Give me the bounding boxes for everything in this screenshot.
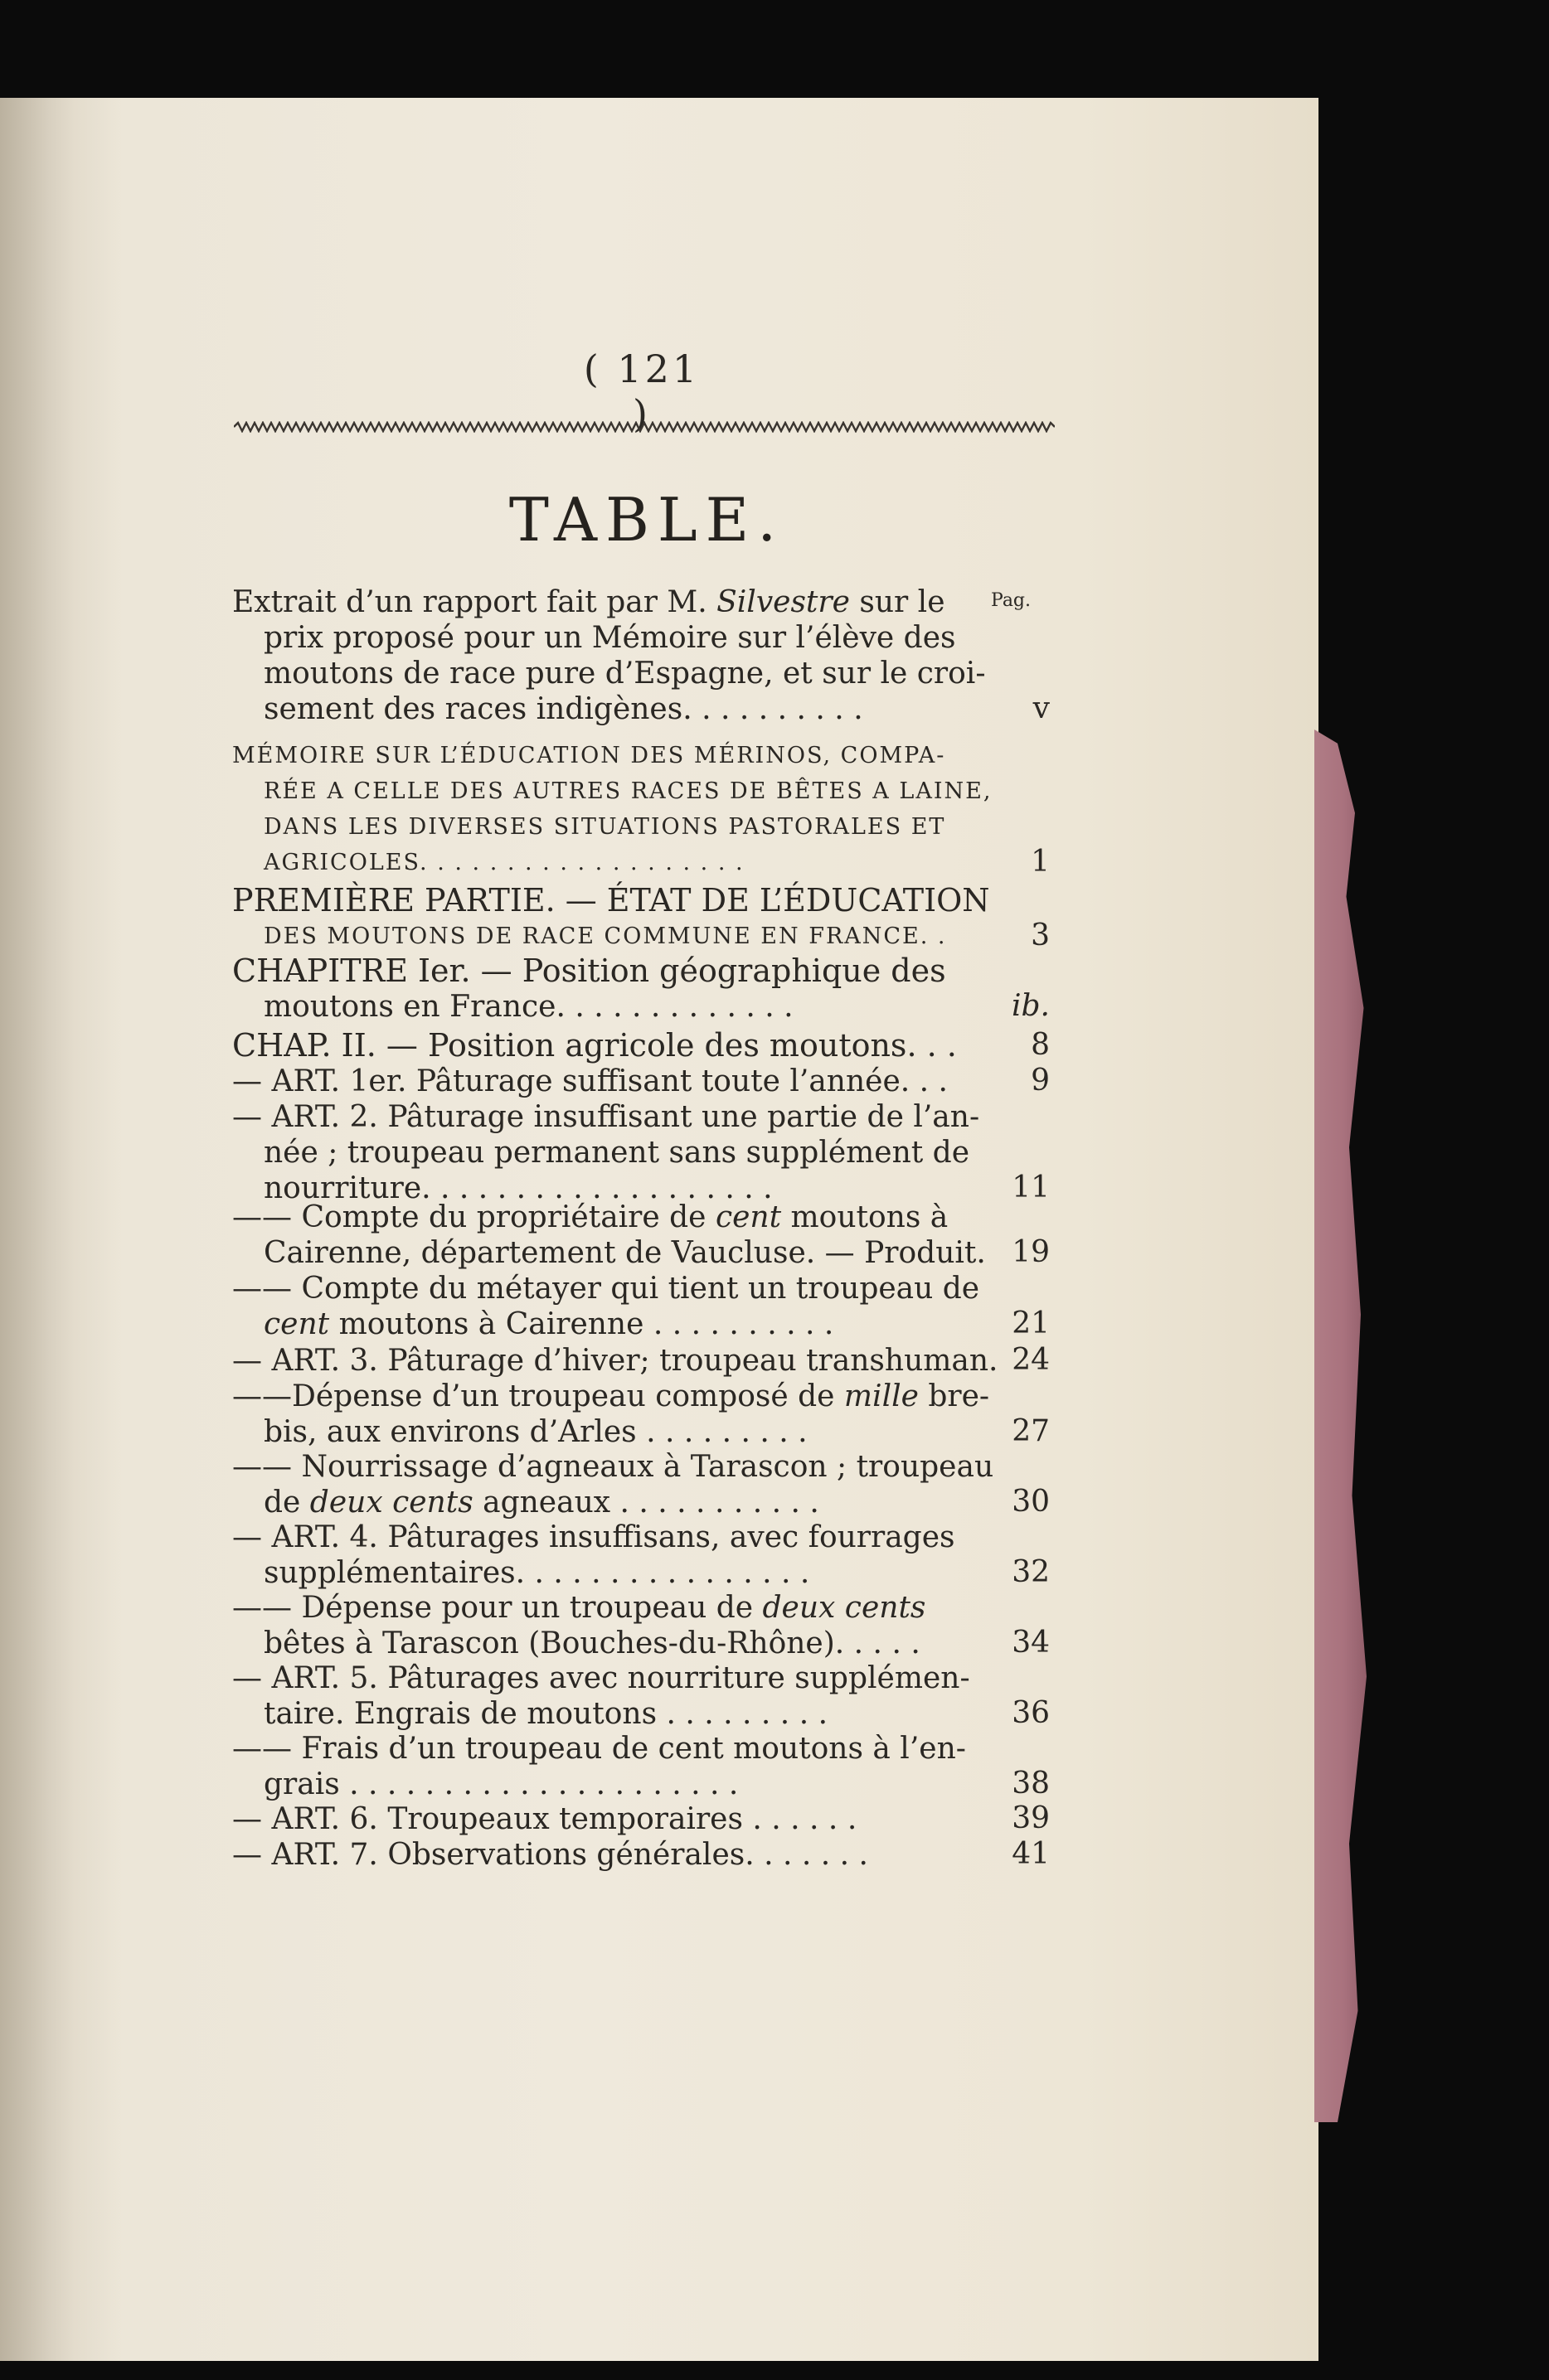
toc-entry <box>232 584 1061 727</box>
toc-text-run: CHAP. II. — Position agricole des moutons. . . <box>232 1027 957 1064</box>
ornamental-rule <box>234 421 1055 433</box>
toc-entry-text <box>232 1520 955 1555</box>
toc-text-run: taire. Engrais de moutons . . . . . . . . . <box>264 1697 828 1731</box>
toc-entry <box>232 1520 1061 1591</box>
toc-entry-line <box>232 1028 1061 1064</box>
toc-page-number: 8 <box>1031 1028 1050 1062</box>
toc-entry-text <box>232 883 990 919</box>
toc-entry-line <box>232 1379 1061 1414</box>
toc-entry-text <box>264 1306 833 1342</box>
toc-entry-text <box>264 809 945 845</box>
toc-entry-text <box>232 1343 998 1379</box>
toc-entry-text <box>264 1135 969 1171</box>
toc-text-run: bre- <box>918 1379 990 1413</box>
toc-text-run: moutons à Cairenne . . . . . . . . . . <box>329 1307 834 1341</box>
toc-entry <box>232 738 1061 880</box>
toc-entry-text <box>264 845 745 880</box>
toc-entry-text <box>232 1590 925 1626</box>
toc-entry-line <box>232 1626 1061 1661</box>
toc-entry-text <box>232 1660 970 1696</box>
toc-italic-run: mille <box>843 1379 919 1413</box>
toc-entry-line <box>232 845 1061 880</box>
toc-text-run: — ART. 6. Troupeaux temporaires . . . . . . <box>232 1802 857 1836</box>
toc-entry-text <box>232 1028 957 1064</box>
toc-entry-line <box>232 1731 1061 1767</box>
toc-page-number: 19 <box>1012 1235 1050 1269</box>
toc-text-run: grais . . . . . . . . . . . . . . . . . . . . . <box>264 1767 739 1801</box>
toc-entry-line <box>232 1343 1061 1379</box>
toc-entry <box>232 1064 1061 1099</box>
toc-entry-text <box>264 1626 920 1661</box>
toc-text-run: DES MOUTONS DE RACE COMMUNE EN FRANCE. . <box>264 923 947 949</box>
toc-entry <box>232 1379 1061 1450</box>
toc-entry-line <box>232 1485 1061 1520</box>
toc-entry <box>232 953 1061 1025</box>
toc-entry-text <box>264 1485 819 1520</box>
toc-entry-text <box>232 953 946 989</box>
toc-page-number: v <box>1032 691 1050 725</box>
toc-entry-line <box>232 1767 1061 1802</box>
toc-entry-text <box>232 1801 857 1837</box>
toc-text-run: agneaux . . . . . . . . . . . <box>473 1486 819 1520</box>
toc-entry-line <box>232 1135 1061 1171</box>
toc-text-run: AGRICOLES. . . . . . . . . . . . . . . . . . . <box>264 850 745 875</box>
toc-text-run: de <box>264 1486 310 1520</box>
toc-entry-line <box>232 1837 1061 1873</box>
toc-entry-line <box>232 1696 1061 1732</box>
toc-entry-line <box>232 1801 1061 1837</box>
toc-text-run: —— Compte du propriétaire de <box>232 1200 716 1234</box>
toc-entry-line <box>232 584 1061 620</box>
toc-entry-text <box>232 1271 979 1306</box>
toc-italic-run: cent <box>264 1307 330 1341</box>
toc-text-run: — ART. 1er. Pâturage suffisant toute l’année. . . <box>232 1064 948 1098</box>
toc-text-run: ——Dépense d’un troupeau composé de <box>232 1379 844 1413</box>
toc-page-number: 34 <box>1012 1626 1050 1660</box>
toc-entry-line <box>232 691 1061 727</box>
page-number: ( 121 ) <box>583 347 701 436</box>
toc-text-run: supplémentaires. . . . . . . . . . . . . . . . <box>264 1556 810 1590</box>
toc-entry-line <box>232 1660 1061 1696</box>
toc-entry-line <box>232 1414 1061 1450</box>
toc-entry <box>232 1731 1061 1802</box>
toc-entry-text <box>232 1449 993 1485</box>
toc-italic-run: Silvestre <box>716 585 850 619</box>
toc-entry-text <box>264 773 992 809</box>
toc-text-run: —— Dépense pour un troupeau de <box>232 1591 763 1625</box>
toc-italic-run: deux cents <box>309 1486 473 1520</box>
toc-text-run: — ART. 7. Observations générales. . . . . . . <box>232 1838 868 1872</box>
toc-text-run: Extrait d’un rapport fait par M. <box>232 585 717 619</box>
toc-entry <box>232 1590 1061 1661</box>
toc-text-run: MÉMOIRE SUR L’ÉDUCATION DES MÉRINOS, COMPA- <box>232 743 946 768</box>
toc-entry-line <box>232 1064 1061 1099</box>
toc-entry-text <box>264 691 863 727</box>
toc-text-run: CHAPITRE Ier. — Position géographique des <box>232 952 946 989</box>
toc-entry-text <box>264 1555 809 1591</box>
toc-entry-line <box>232 738 1061 773</box>
toc-text-run: Cairenne, département de Vaucluse. — Produit. <box>264 1236 986 1270</box>
toc-page-number: ib. <box>1011 989 1050 1023</box>
toc-italic-run: cent <box>715 1200 782 1234</box>
toc-entry-text <box>232 584 945 620</box>
toc-entry-line <box>232 1200 1061 1235</box>
toc-text-run: moutons de race pure d’Espagne, et sur le croi- <box>264 657 986 691</box>
toc-entry <box>232 1801 1061 1837</box>
toc-page-number: 32 <box>1012 1555 1050 1589</box>
toc-entry-text <box>264 656 986 691</box>
toc-entry-line <box>232 1555 1061 1591</box>
toc-text-run: bis, aux environs d’Arles . . . . . . . . . <box>264 1415 808 1449</box>
toc-page-number: 11 <box>1012 1171 1050 1205</box>
toc-entry-line <box>232 1099 1061 1135</box>
toc-entry-line <box>232 1449 1061 1485</box>
toc-entry <box>232 1028 1061 1064</box>
toc-page-number: 24 <box>1012 1343 1050 1377</box>
toc-entry-line <box>232 919 1061 954</box>
toc-entry-text <box>264 919 947 954</box>
toc-entry <box>232 1343 1061 1379</box>
toc-entry-text <box>232 1837 868 1873</box>
toc-page-number: 41 <box>1012 1837 1050 1871</box>
toc-entry <box>232 1200 1061 1271</box>
toc-entry-line <box>232 656 1061 691</box>
toc-entry <box>232 1271 1061 1342</box>
toc-text-run: née ; troupeau permanent sans supplément de <box>264 1136 970 1170</box>
toc-text-run: — ART. 3. Pâturage d’hiver; troupeau transhuman. <box>232 1344 998 1378</box>
toc-entry-line <box>232 620 1061 656</box>
toc-entry-line <box>232 809 1061 845</box>
toc-entry <box>232 1660 1061 1732</box>
toc-text-run: sur le <box>849 585 945 619</box>
toc-page-number: 27 <box>1012 1414 1050 1448</box>
toc-entry-line <box>232 1271 1061 1306</box>
pag-column-label: Pag. <box>991 590 1032 611</box>
toc-entry-text <box>232 1731 966 1767</box>
toc-entry-line <box>232 773 1061 809</box>
toc-text-run: nourriture. . . . . . . . . . . . . . . . . . . <box>264 1171 773 1205</box>
toc-text-run: —— Compte du métayer qui tient un troupeau de <box>232 1272 980 1306</box>
toc-entry <box>232 883 1061 954</box>
toc-text-run: PREMIÈRE PARTIE. — ÉTAT DE L’ÉDUCATION <box>232 882 990 919</box>
toc-page-number: 30 <box>1012 1485 1050 1519</box>
toc-entry <box>232 1099 1061 1206</box>
toc-text-run: prix proposé pour un Mémoire sur l’élève des <box>264 621 956 655</box>
toc-text-run: — ART. 2. Pâturage insuffisant une partie de l’an- <box>232 1100 980 1134</box>
toc-page-number: 36 <box>1012 1696 1050 1730</box>
toc-entry-text <box>264 1767 738 1802</box>
toc-text-run: sement des races indigènes. . . . . . . . . . <box>264 692 863 726</box>
page-title: TABLE. <box>508 485 785 555</box>
toc-entry-line <box>232 1306 1061 1342</box>
toc-page-number: 3 <box>1031 919 1050 952</box>
toc-entry-text <box>232 738 945 773</box>
toc-entry-line <box>232 989 1061 1025</box>
toc-entry-text <box>232 1064 948 1099</box>
toc-entry-text <box>232 1379 989 1414</box>
toc-entry-line <box>232 883 1061 919</box>
toc-page-number: 39 <box>1012 1801 1050 1835</box>
toc-text-run: RÉE A CELLE DES AUTRES RACES DE BÊTES A LAINE, <box>264 778 993 804</box>
toc-entry-text <box>232 1200 948 1235</box>
toc-entry-text <box>264 1696 828 1732</box>
toc-entry-text <box>264 1235 986 1271</box>
toc-entry-text <box>232 1099 979 1135</box>
toc-entry <box>232 1449 1061 1520</box>
toc-entry-text <box>264 1414 808 1450</box>
toc-page-number: 21 <box>1012 1306 1050 1340</box>
toc-text-run: — ART. 5. Pâturages avec nourriture supplémen- <box>232 1661 970 1695</box>
toc-entry-line <box>232 1520 1061 1555</box>
toc-entry-line <box>232 953 1061 989</box>
toc-text-run: — ART. 4. Pâturages insuffisans, avec fourrages <box>232 1520 955 1554</box>
toc-text-run: moutons à <box>781 1200 949 1234</box>
toc-entry <box>232 1837 1061 1873</box>
toc-entry-line <box>232 1590 1061 1626</box>
toc-italic-run: deux cents <box>762 1591 926 1625</box>
toc-entry-line <box>232 1235 1061 1271</box>
toc-text-run: moutons en France. . . . . . . . . . . . . <box>264 990 794 1024</box>
toc-entry-text <box>264 620 956 656</box>
toc-page-number: 9 <box>1031 1064 1050 1098</box>
toc-text-run: —— Nourrissage d’agneaux à Tarascon ; troupeau <box>232 1450 994 1484</box>
toc-text-run: DANS LES DIVERSES SITUATIONS PASTORALES ET <box>264 814 946 840</box>
toc-text-run: —— Frais d’un troupeau de cent moutons à l’en- <box>232 1732 966 1766</box>
toc-text-run: bêtes à Tarascon (Bouches-du-Rhône). . . . . <box>264 1626 920 1660</box>
toc-page-number: 1 <box>1031 845 1050 879</box>
toc-page-number: 38 <box>1012 1767 1050 1801</box>
toc-entry-text <box>264 989 794 1025</box>
